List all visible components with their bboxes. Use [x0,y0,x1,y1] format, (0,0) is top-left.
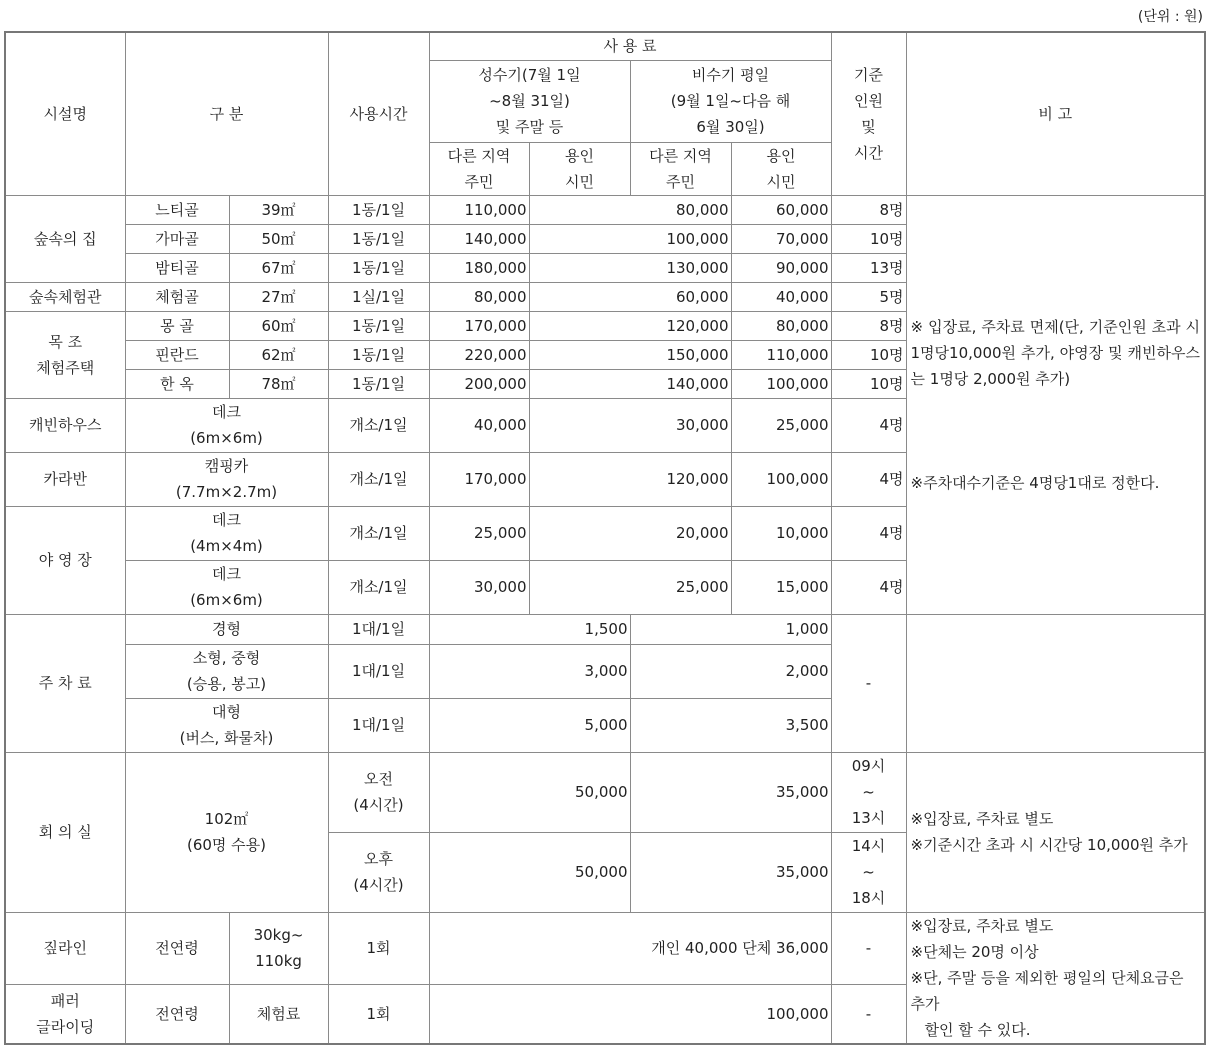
peak-fee: 170,000 [429,311,529,340]
room-type: 느티골 [125,195,229,224]
offpeak-yongin-fee: 40,000 [731,282,831,311]
capacity: 4명 [831,506,906,560]
offpeak-fee: 2,000 [630,644,831,698]
header-hours: 사용시간 [328,32,429,195]
header-capacity: 기준 인원 및 시간 [831,32,906,195]
header-offpeak: 비수기 평일 (9월 1일~다음 해 6월 30일) [630,60,831,142]
offpeak-yongin-fee: 70,000 [731,224,831,253]
peak-fee: 30,000 [429,560,529,614]
offpeak-other-fee: 140,000 [529,369,731,398]
usage-hours: 1실/1일 [328,282,429,311]
activity-remarks [906,912,1205,1044]
facility-name: 주 차 료 [5,614,125,752]
table-row [5,912,1205,984]
usage-hours: 1동/1일 [328,369,429,398]
remark-group: ※단체는 20명 이상 [910,942,1039,961]
peak-fee: 25,000 [429,506,529,560]
time-range: 14시 ~ 18시 [831,832,906,912]
offpeak-yongin-fee: 25,000 [731,398,831,452]
room-area: 27㎡ [229,282,328,311]
fee: 개인 40,000 단체 36,000 [429,912,831,984]
room-type: 캠핑카 (7.7m×2.7m) [125,452,328,506]
offpeak-other-fee: 80,000 [529,195,731,224]
unit-label: (단위 : 원) [1137,9,1203,25]
offpeak-other-fee: 120,000 [529,311,731,340]
capacity: 4명 [831,398,906,452]
capacity: - [831,912,906,984]
room-area: 62㎡ [229,340,328,369]
usage-hours: 개소/1일 [328,560,429,614]
facility-name: 회 의 실 [5,752,125,912]
offpeak-yongin-fee: 80,000 [731,311,831,340]
peak-fee: 50,000 [429,832,630,912]
usage-hours: 오전 (4시간) [328,752,429,832]
usage-hours: 1대/1일 [328,614,429,644]
header-off-yongin: 용인 시민 [731,142,831,195]
capacity: 13명 [831,253,906,282]
room-type: 밤티골 [125,253,229,282]
table-row [5,195,1205,224]
vehicle-type: 대형 (버스, 화물차) [125,698,328,752]
remark-admission: ※입장료, 주차료 별도 [910,916,1054,935]
room-type: 가마골 [125,224,229,253]
remark-exemption: ※ 입장료, 주차료 면제(단, 기준인원 초과 시 1명당10,000원 추가, 야영장 및 캐빈하우스는 1명당 2,000원 추가) [910,317,1201,388]
capacity: - [831,984,906,1043]
meeting-remarks: ※입장료, 주차료 별도 ※기준시간 초과 시 시간당 10,000원 추가 [906,752,1205,912]
room-type: 체험골 [125,282,229,311]
room-type: 한 옥 [125,369,229,398]
facility-name: 숲속의 집 [5,195,125,282]
header-peak-yongin: 용인 시민 [529,142,630,195]
usage-hours: 1동/1일 [328,340,429,369]
header-off-other: 다른 지역 주민 [630,142,731,195]
facility-name: 카라반 [5,452,125,506]
usage-hours: 개소/1일 [328,398,429,452]
capacity: 4명 [831,452,906,506]
fee: 100,000 [429,984,831,1043]
capacity: 10명 [831,224,906,253]
offpeak-other-fee: 120,000 [529,452,731,506]
offpeak-yongin-fee: 90,000 [731,253,831,282]
remark-parking-standard: ※주차대수기준은 4명당1대로 정한다. [910,473,1160,492]
offpeak-fee: 35,000 [630,752,831,832]
facility-name: 패러 글라이딩 [5,984,125,1043]
header-peak-other: 다른 지역 주민 [429,142,529,195]
room-area: 78㎡ [229,369,328,398]
peak-fee: 200,000 [429,369,529,398]
room-type: 데크 (6m×6m) [125,560,328,614]
offpeak-other-fee: 130,000 [529,253,731,282]
offpeak-yongin-fee: 110,000 [731,340,831,369]
lodging-remarks [906,195,1205,614]
time-range: 09시 ~ 13시 [831,752,906,832]
room-area: 67㎡ [229,253,328,282]
usage-hours: 1대/1일 [328,644,429,698]
table-row [5,614,1205,644]
fee-table [4,31,1206,1045]
peak-fee: 50,000 [429,752,630,832]
usage-hours: 1동/1일 [328,311,429,340]
room-type: 체험료 [229,984,328,1043]
offpeak-yongin-fee: 10,000 [731,506,831,560]
room-area: 39㎡ [229,195,328,224]
remark-discount: ※단, 주말 등을 제외한 평일의 단체요금은 추가 [910,968,1184,1013]
peak-fee: 40,000 [429,398,529,452]
offpeak-yongin-fee: 100,000 [731,452,831,506]
facility-name: 목 조 체험주택 [5,311,125,398]
offpeak-yongin-fee: 15,000 [731,560,831,614]
offpeak-fee: 1,000 [630,614,831,644]
room-type: 핀란드 [125,340,229,369]
offpeak-other-fee: 25,000 [529,560,731,614]
peak-fee: 5,000 [429,698,630,752]
usage-hours: 1동/1일 [328,224,429,253]
vehicle-type: 소형, 중형 (승용, 봉고) [125,644,328,698]
usage-hours: 개소/1일 [328,452,429,506]
age-group: 전연령 [125,912,229,984]
offpeak-yongin-fee: 100,000 [731,369,831,398]
room-area: 60㎡ [229,311,328,340]
capacity: 8명 [831,311,906,340]
capacity: - [831,614,906,752]
usage-hours: 개소/1일 [328,506,429,560]
capacity: 4명 [831,560,906,614]
capacity: 8명 [831,195,906,224]
usage-hours: 1동/1일 [328,195,429,224]
offpeak-other-fee: 100,000 [529,224,731,253]
peak-fee: 140,000 [429,224,529,253]
offpeak-other-fee: 20,000 [529,506,731,560]
offpeak-other-fee: 150,000 [529,340,731,369]
peak-fee: 1,500 [429,614,630,644]
usage-hours: 오후 (4시간) [328,832,429,912]
facility-name: 야 영 장 [5,506,125,614]
remark-discount-cont: 할인 할 수 있다. [924,1020,1031,1039]
room-type: 데크 (4m×4m) [125,506,328,560]
age-group: 전연령 [125,984,229,1043]
peak-fee: 220,000 [429,340,529,369]
facility-name: 캐빈하우스 [5,398,125,452]
usage-hours: 1동/1일 [328,253,429,282]
capacity: 10명 [831,369,906,398]
peak-fee: 80,000 [429,282,529,311]
peak-fee: 180,000 [429,253,529,282]
room-area: 50㎡ [229,224,328,253]
peak-fee: 170,000 [429,452,529,506]
room-type: 102㎡ (60명 수용) [125,752,328,912]
peak-fee: 3,000 [429,644,630,698]
usage-hours: 1회 [328,984,429,1043]
room-type: 몽 골 [125,311,229,340]
parking-remarks [906,614,1205,752]
facility-name: 숲속체험관 [5,282,125,311]
header-category: 구 분 [125,32,328,195]
peak-fee: 110,000 [429,195,529,224]
capacity: 10명 [831,340,906,369]
facility-name: 짚라인 [5,912,125,984]
offpeak-other-fee: 30,000 [529,398,731,452]
offpeak-fee: 35,000 [630,832,831,912]
offpeak-yongin-fee: 60,000 [731,195,831,224]
table-row [5,752,1205,832]
header-peak: 성수기(7월 1일 ~8월 31일) 및 주말 등 [429,60,630,142]
weight-limit: 30kg~ 110kg [229,912,328,984]
capacity: 5명 [831,282,906,311]
vehicle-type: 경형 [125,614,328,644]
usage-hours: 1회 [328,912,429,984]
header-fee: 사 용 료 [429,32,831,60]
offpeak-other-fee: 60,000 [529,282,731,311]
header-facility: 시설명 [5,32,125,195]
header-remarks: 비 고 [906,32,1205,195]
room-type: 데크 (6m×6m) [125,398,328,452]
offpeak-fee: 3,500 [630,698,831,752]
usage-hours: 1대/1일 [328,698,429,752]
